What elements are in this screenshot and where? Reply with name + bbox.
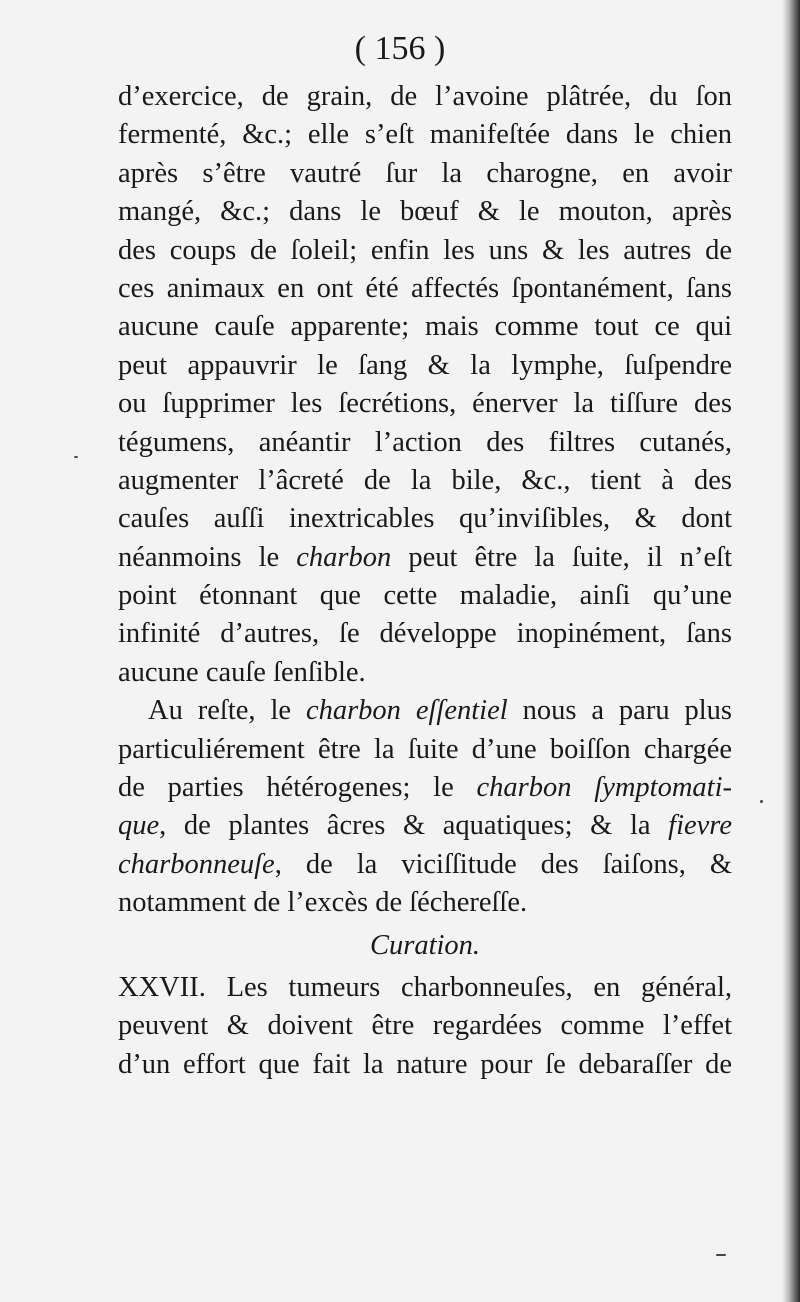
text-line: [118, 692, 732, 730]
text-run: de parties hétérogenes; le: [118, 772, 477, 804]
text-line: aucune cauſe apparente; mais comme tout ce qui: [118, 311, 732, 343]
page-number: ( 156 ): [354, 30, 446, 67]
text-line: ou ſupprimer les ſecrétions, énerver la tiſſure des: [118, 388, 732, 420]
text-line: ces animaux en ont été affectés ſpontanément, ſans: [118, 272, 732, 304]
text-run: nous a paru plus: [507, 695, 733, 727]
text-line: augmenter l’âcreté de la bile, &c., tient à des: [118, 464, 732, 496]
italic-term: que: [118, 810, 160, 842]
section-heading: Curation.: [369, 929, 481, 961]
text-line: mangé, &c.; dans le bœuf & le mouton, après: [118, 196, 732, 228]
text-run: , de la viciſſitude des ſaiſons, &: [274, 848, 732, 880]
italic-term: fievre: [668, 810, 732, 842]
text-line: XXVII. Les tumeurs charbonneuſes, en général,: [118, 971, 732, 1003]
text-line: [118, 539, 732, 577]
text-line: fermenté, &c.; elle s’eſt manifeſtée dans le chien: [118, 119, 732, 151]
text-line: des coups de ſoleil; enfin les uns & les autres de: [118, 234, 732, 266]
ink-speck: [716, 1254, 726, 1256]
text-line: d’exercice, de grain, de l’avoine plâtrée, du ſon: [118, 81, 732, 112]
body-text: [118, 78, 732, 1084]
ink-speck: [74, 456, 78, 458]
italic-term: charbon: [296, 541, 392, 573]
text-line: peuvent & doivent être regardées comme l’effet: [118, 1010, 732, 1042]
text-run: peut être la ſuite, il n’eſt: [391, 541, 733, 573]
text-line: [118, 807, 732, 845]
italic-term: charbonneuſe: [118, 848, 275, 880]
italic-term: charbon ſymptomati-: [476, 772, 732, 804]
text-run: , de plantes âcres & aquatiques; & la: [159, 810, 669, 842]
italic-term: charbon eſſentiel: [305, 695, 508, 727]
text-line: tégumens, anéantir l’action des filtres cutanés,: [118, 426, 732, 458]
text-line: peut appauvrir le ſang & la lymphe, ſuſpendre: [118, 349, 732, 381]
text-line: aucune cauſe ſenſible.: [118, 656, 366, 688]
text-run: néanmoins le: [118, 541, 297, 573]
page-edge-shadow: [782, 0, 800, 1302]
text-line: infinité d’autres, ſe développe inopinément, ſans: [118, 618, 732, 650]
text-line: après s’être vautré ſur la charogne, en avoir: [118, 157, 732, 189]
text-line: notamment de l’excès de ſéchereſſe.: [118, 887, 528, 919]
text-line: particuliérement être la ſuite d’une boiſſon chargée: [118, 733, 732, 765]
text-line: [118, 846, 732, 884]
text-line: d’un effort que fait la nature pour ſe debaraſſer de: [118, 1048, 732, 1080]
text-run: Au reſte, le: [148, 695, 306, 727]
text-line: point étonnant que cette maladie, ainſi qu’une: [118, 580, 732, 612]
text-line: cauſes auſſi inextricables qu’inviſibles, & dont: [118, 503, 732, 535]
text-line: [118, 769, 732, 807]
ink-speck: [760, 800, 763, 803]
